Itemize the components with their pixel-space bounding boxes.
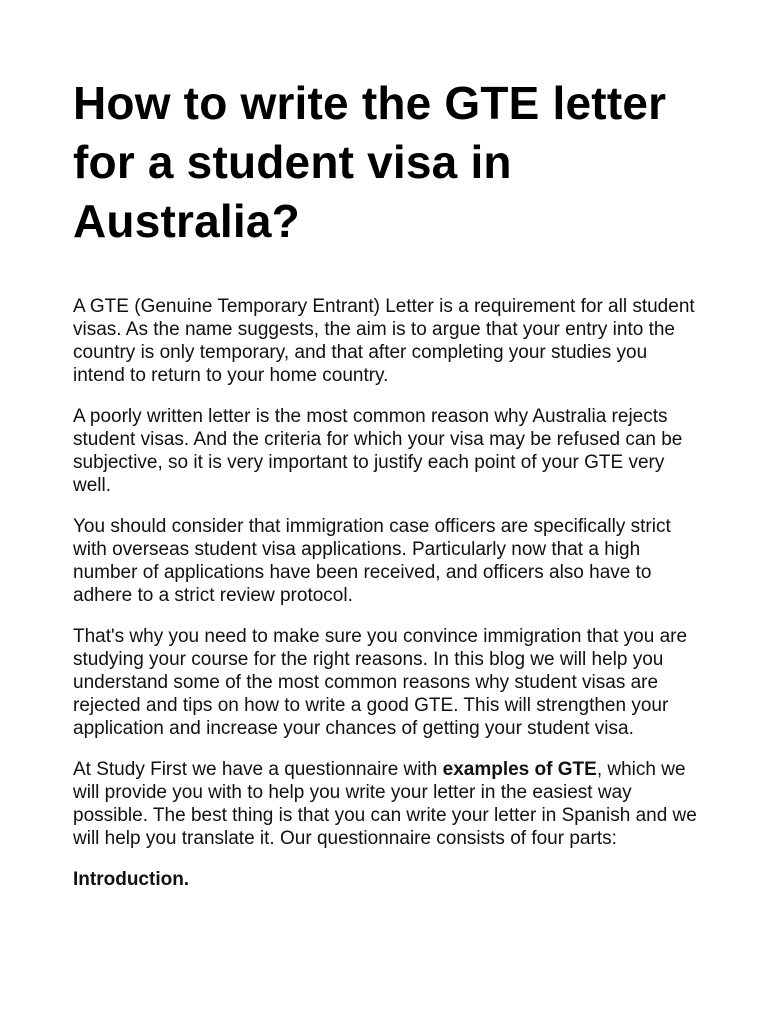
document-page <box>73 74 703 891</box>
document-body <box>73 295 703 891</box>
introduction-heading: Introduction. <box>73 869 190 890</box>
examples-of-gte-highlight: examples of GTE <box>442 759 597 780</box>
paragraph-text-end: , which we will provide you with to help you write your letter in the easiest way possible. The best thing is that you can write your letter in Spanish and we will help you translate it. Our questionnaire consists of four parts: <box>73 759 697 849</box>
paragraph-case-officers: You should consider that immigration case officers are specifically strict with overseas student visa applications. Particularly now that a high number of applications have been received, and officers also have to adhere to a strict review protocol. <box>73 516 671 606</box>
paragraph-text-start: At Study First we have a questionnaire with <box>73 759 443 780</box>
paragraph-gte-definition: A GTE (Genuine Temporary Entrant) Letter is a requirement for all student visas. As the name suggests, the aim is to argue that your entry into the country is only temporary, and that after completing your studies you intend to return to your home country. <box>73 296 695 386</box>
paragraph-poorly-written-letter: A poorly written letter is the most common reason why Australia rejects student visas. And the criteria for which your visa may be refused can be subjective, so it is very important to justify each point of your GTE very well. <box>73 406 683 496</box>
paragraph-study-first-questionnaire <box>73 758 703 850</box>
document-title: How to write the GTE letter for a student visa in Australia? <box>73 77 667 247</box>
paragraph-convince-immigration: That's why you need to make sure you convince immigration that you are studying your course for the right reasons. In this blog we will help you understand some of the most common reasons why student visas are rejected and tips on how to write a good GTE. This will strengthen your application and increase your chances of getting your student visa. <box>73 626 688 739</box>
